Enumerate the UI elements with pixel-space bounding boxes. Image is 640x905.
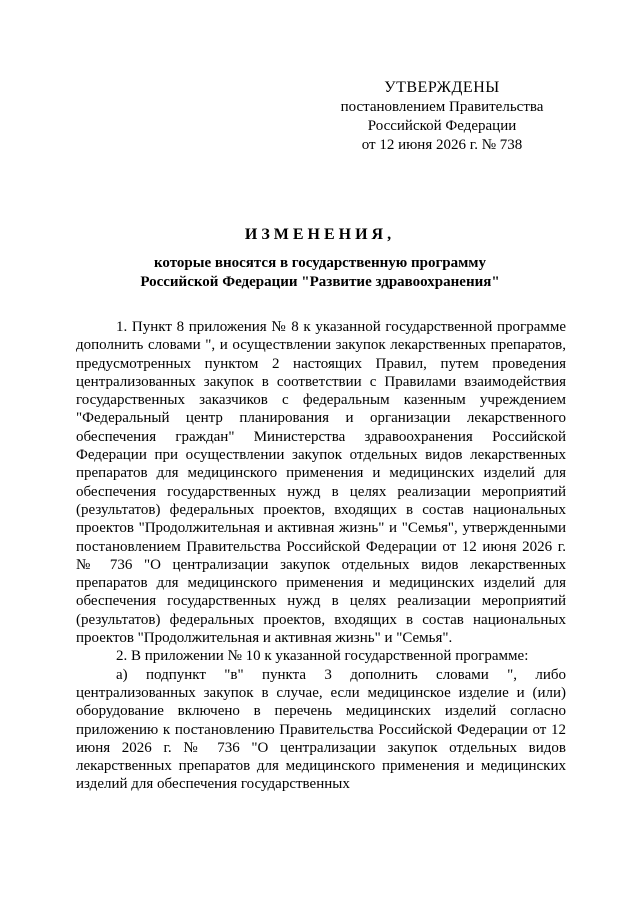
approval-line-3: от 12 июня 2026 г. № 738 [361,137,523,153]
subtitle-line-1: которые вносятся в государственную программу [153,255,487,271]
paragraph-1: 1. Пункт 8 приложения № 8 к указанной государственной программе дополнить словами ", и осуществлении закупок лекарственных препаратов, предусмотренных пунктом 2 настоящих Правил, путем проведения централизованных закупок в соответствии с Правилами взаимодействия государственных заказчиков с федеральным казенным учреждением "Федеральный центр планирования и организации лекарственного обеспечения граждан" Министерства здравоохранения Российской Федерации при осуществлении закупок отдельных видов лекарственных препаратов для медицинского применения и медицинских изделий для обеспечения государственных нужд в целях реализации мероприятий (результатов) федеральных проектов, входящих в состав национальных проектов "Продолжительная и активная жизнь" и "Семья", утвержденными постановлением Правительства Российской Федерации от 12 июня 2026 г. № 736 "О централизации закупок отдельных видов лекарственных препаратов для медицинского применения и медицинских изделий для обеспечения государственных нужд в целях реализации мероприятий (результатов) федеральных проектов, входящих в состав национальных проектов "Продолжительная и активная жизнь" и "Семья". [76,319,566,647]
paragraph-2: 2. В приложении № 10 к указанной государственной программе: [116,648,529,665]
document-title: ИЗМЕНЕНИЯ, [244,226,396,243]
approval-stamp [330,78,554,155]
paragraph-3: а) подпункт "в" пункта 3 дополнить словами ", либо централизованных закупок в случае, если медицинское изделие и (или) оборудование включено в перечень медицинских изделий согласно приложению к постановлению Правительства Российской Федерации от 12 июня 2026 г. № 736 "О централизации закупок отдельных видов лекарственных препаратов для медицинского применения и медицинских изделий для обеспечения государственных [76,666,566,793]
approval-line-2: Российской Федерации [367,118,517,134]
approval-line-1: постановлением Правительства [340,99,544,115]
document-subtitle [70,254,570,292]
subtitle-line-2: Российской Федерации "Развитие здравоохранения" [140,274,500,290]
document-body [76,318,566,794]
document-heading [70,224,570,292]
approved-label: УТВЕРЖДЕНЫ [384,79,500,96]
